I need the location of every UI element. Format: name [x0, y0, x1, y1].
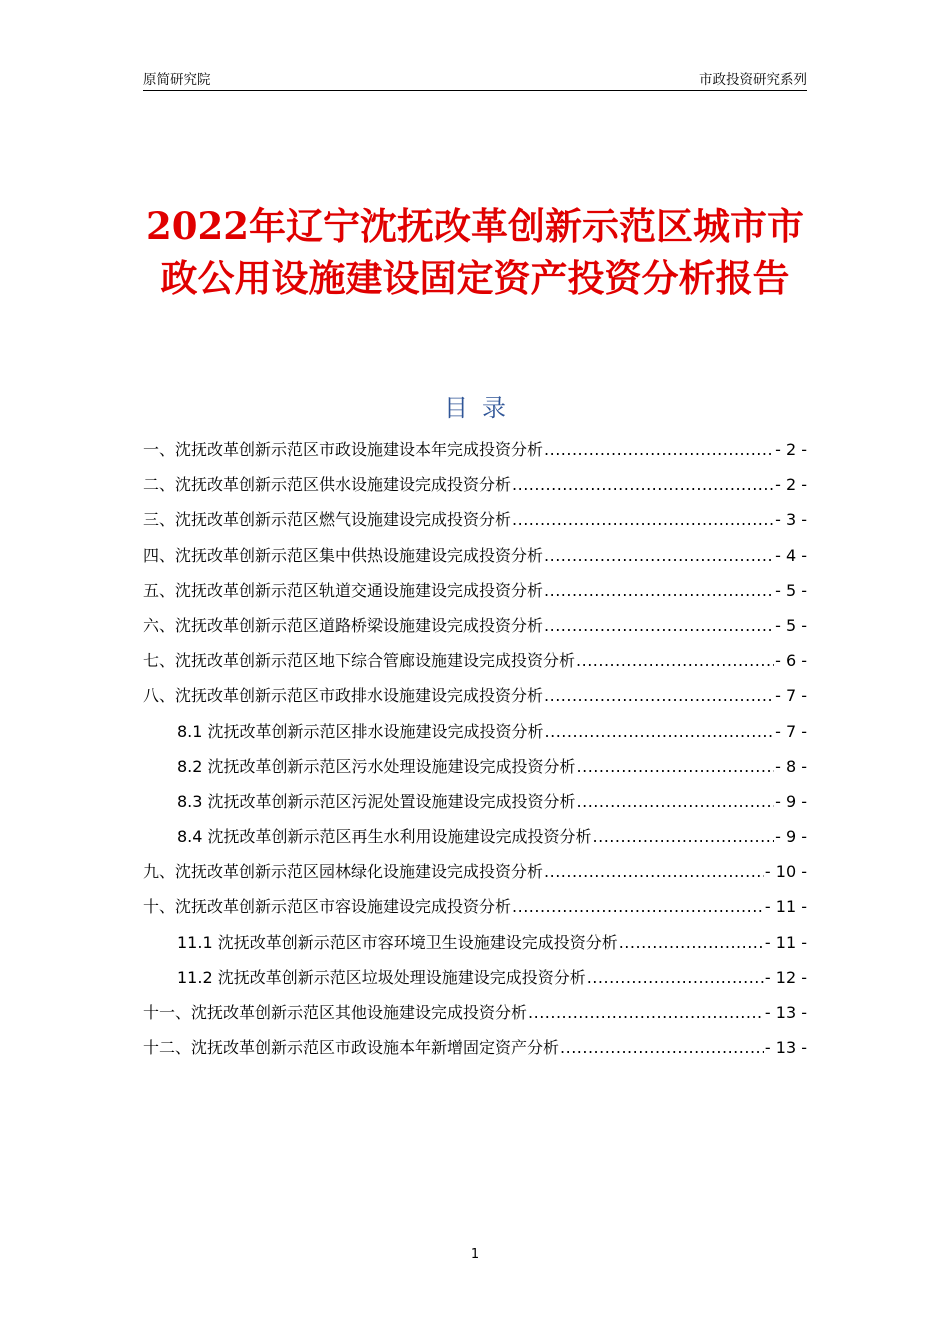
toc-entry-page: - 8 -: [775, 756, 807, 776]
toc-entry-text: 九、沈抚改革创新示范区园林绿化设施建设完成投资分析: [143, 862, 544, 882]
toc-leader-dots: [544, 581, 774, 600]
toc-entry-text: 8.2 沈抚改革创新示范区污水处理设施建设完成投资分析: [177, 756, 576, 776]
toc-entry-9[interactable]: [143, 859, 807, 894]
toc-entry-text: 十二、沈抚改革创新示范区市政设施本年新增固定资产分析: [143, 1038, 560, 1058]
toc-leader-dots: [560, 1038, 764, 1057]
toc-leader-dots: [544, 440, 774, 459]
toc-entry-text: 七、沈抚改革创新示范区地下综合管廊设施建设完成投资分析: [143, 651, 576, 671]
toc-entry-page: - 11 -: [764, 932, 807, 952]
toc-leader-dots: [544, 616, 774, 635]
toc-entry-text: 11.1 沈抚改革创新示范区市容环境卫生设施建设完成投资分析: [177, 932, 618, 952]
toc-entry-text: 六、沈抚改革创新示范区道路桥梁设施建设完成投资分析: [143, 615, 544, 635]
toc-entry-text: 8.4 沈抚改革创新示范区再生水利用设施建设完成投资分析: [177, 827, 592, 847]
toc-entry-text: 二、沈抚改革创新示范区供水设施建设完成投资分析: [143, 475, 512, 495]
toc-subentry-8-1[interactable]: [143, 719, 807, 754]
toc-entry-text: 五、沈抚改革创新示范区轨道交通设施建设完成投资分析: [143, 580, 544, 600]
toc-leader-dots: [619, 933, 764, 952]
report-title: [120, 200, 830, 304]
toc-entry-4[interactable]: [143, 543, 807, 578]
toc-leader-dots: [544, 862, 764, 881]
header-publisher: 原简研究院: [143, 72, 211, 88]
toc-entry-page: - 7 -: [775, 686, 807, 706]
toc-leader-dots: [528, 1003, 764, 1022]
header-series: 市政投资研究系列: [699, 72, 807, 88]
toc-entry-page: - 11 -: [764, 897, 807, 917]
toc-entry-page: - 4 -: [775, 545, 807, 565]
toc-subentry-11-2[interactable]: [143, 965, 807, 1000]
toc-entry-text: 8.3 沈抚改革创新示范区污泥处置设施建设完成投资分析: [177, 791, 576, 811]
toc-entry-2[interactable]: [143, 472, 807, 507]
page-number: 1: [470, 1247, 480, 1262]
toc-entry-7[interactable]: [143, 648, 807, 683]
toc-entry-page: - 6 -: [775, 651, 807, 671]
toc-entry-3[interactable]: [143, 507, 807, 542]
toc-entry-text: 11.2 沈抚改革创新示范区垃圾处理设施建设完成投资分析: [177, 967, 586, 987]
toc-entry-text: 四、沈抚改革创新示范区集中供热设施建设完成投资分析: [143, 545, 544, 565]
toc-subentry-8-2[interactable]: [143, 754, 807, 789]
table-of-contents: [143, 437, 807, 1070]
toc-entry-6[interactable]: [143, 613, 807, 648]
toc-entry-page: - 3 -: [775, 510, 807, 530]
toc-heading: 目录: [444, 394, 520, 422]
toc-entry-page: - 13 -: [764, 1038, 807, 1058]
toc-entry-5[interactable]: [143, 578, 807, 613]
toc-entry-text: 十一、沈抚改革创新示范区其他设施建设完成投资分析: [143, 1003, 528, 1022]
toc-leader-dots: [577, 757, 775, 776]
toc-entry-page: - 2 -: [775, 475, 807, 495]
toc-entry-text: 十、沈抚改革创新示范区市容设施建设完成投资分析: [143, 897, 512, 917]
toc-entry-page: - 5 -: [775, 580, 807, 600]
toc-leader-dots: [512, 475, 774, 494]
toc-leader-dots: [544, 546, 774, 565]
toc-subentry-8-3[interactable]: [143, 789, 807, 824]
toc-subentry-11-1[interactable]: [143, 930, 807, 965]
toc-entry-page: - 12 -: [764, 967, 807, 987]
toc-entry-1[interactable]: [143, 437, 807, 472]
toc-entry-page: - 9 -: [775, 827, 807, 847]
toc-entry-page: - 5 -: [775, 615, 807, 635]
page-header: [143, 66, 807, 91]
toc-leader-dots: [587, 968, 764, 987]
toc-entry-10[interactable]: [143, 894, 807, 929]
toc-leader-dots: [544, 686, 774, 705]
toc-entry-page: - 2 -: [775, 440, 807, 459]
toc-entry-text: 一、沈抚改革创新示范区市政设施建设本年完成投资分析: [143, 440, 544, 459]
toc-leader-dots: [512, 510, 774, 529]
toc-entry-11[interactable]: [143, 1000, 807, 1035]
report-title-line-1: 2022年辽宁沈抚改革创新示范区城市市: [146, 204, 804, 248]
toc-leader-dots: [512, 897, 764, 916]
toc-leader-dots: [576, 651, 774, 670]
toc-leader-dots: [577, 792, 775, 811]
toc-entry-text: 8.1 沈抚改革创新示范区排水设施建设完成投资分析: [177, 721, 544, 741]
toc-entry-page: - 7 -: [775, 721, 807, 741]
toc-entry-12[interactable]: [143, 1035, 807, 1070]
toc-leader-dots: [593, 827, 775, 846]
report-title-line-2: 政公用设施建设固定资产投资分析报告: [160, 256, 790, 300]
toc-entry-page: - 13 -: [764, 1003, 807, 1022]
toc-leader-dots: [545, 722, 775, 741]
toc-subentry-8-4[interactable]: [143, 824, 807, 859]
toc-entry-page: - 10 -: [764, 862, 807, 882]
toc-entry-text: 八、沈抚改革创新示范区市政排水设施建设完成投资分析: [143, 686, 544, 706]
toc-entry-8[interactable]: [143, 683, 807, 718]
toc-entry-page: - 9 -: [775, 791, 807, 811]
toc-entry-text: 三、沈抚改革创新示范区燃气设施建设完成投资分析: [143, 510, 512, 530]
